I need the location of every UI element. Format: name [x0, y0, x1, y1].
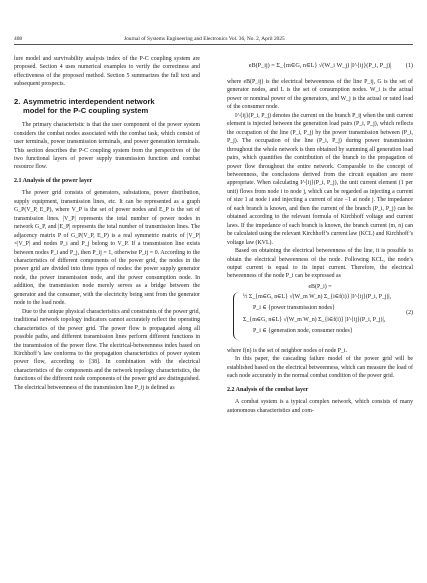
power-grid-paragraph: The power grid consists of generators, substations, power distribution, supply equipment, transmission lines, etc. It can be represented as a graph G_P(V_P, E_P), where V_P is the set of power nodes and E_P is the set of transmission lines. |V_P| represents the total number of power nodes in network G_P, and |E_P| represents the total number of transmission lines. The adjacency matrix P of G_P(V_P, E_P) is a real symmetric matrix of |V_P|×|V_P| and nodes P_i and P_j belong to V_P. If a transmission line exists between nodes P_i and P_j, then P_ij = 1, otherwise P_ij = 0. According to the characteristics of different components of the power grid, the nodes in the power grid are divided into three types of nodes: the power supply generator node, the power transmission node, and the power consumption node. In addition, the transmission node merely serves as a bridge between the generator and the consumer, with the electricity being sent from the generator node to the load node. — [14, 190, 200, 307]
equation-2 — [227, 283, 413, 343]
equation-1 — [227, 57, 413, 75]
equation-2-brace — [233, 292, 240, 340]
section-2-paragraph: The primary characteristic is that the user component of the power system considers the combat nodes associated with the combat task, which consist of user terminals, power transmission terminals, and power generation terminals. This section describes the P-C coupling system from the perspectives of the two functional layers of power supply transmission function and combat resource flow. — [14, 122, 200, 171]
equation-1-number: (1) — [405, 62, 413, 69]
equation-2-lhs: eB(P_i) = — [308, 283, 332, 290]
equation-1-rhs: Σ_{m∈G, n∈L} √(W_i W_j) |I^{ij}(P_i, P_j)| — [276, 62, 392, 69]
power-flow-paragraph: Due to the unique physical characteristics and constraints of the power grid, traditional network topology indicators cannot accurately reflect the operating characteristics of the power grid. The power flow is propagated along all possible paths, and different transmission lines perform different functions in the transmission of the power flow. The electrical-betweenness index based on Kirchhoff’s law conforms to the propagation characteristics of power system power flow, according to [38]. In combination with the electrical characteristics of the components and the network topology characteristics, the functions of the different node components of the power grid are distinguished. The electrical betweenness of the transmission line P_ij is defined as — [14, 308, 200, 391]
right-column — [227, 55, 413, 415]
equation-2-case-2-condition: P_i ∈ {generation node, consumer nodes} — [253, 327, 353, 334]
equation-2-number: (2) — [406, 309, 413, 316]
node-betweenness-paragraph: Based on obtaining the electrical betweenness of the line, it is possible to obtain the electrical betweenness of the node. Following KCL, the node’s output current is equal to its input current. Therefore, the electrical betweenness of the node P_i can be expressed as — [227, 248, 413, 280]
equation-2-case-2: Σ_{m∈G, n∈L} √(W_m W_n) Σ_{i∈f(i)} |I^{ij}(P_i, P_j)|, — [243, 316, 386, 323]
current-definition-paragraph: I^{ij}(P_i, P_j) denotes the current on the branch P_ij when the unit current element is injected between the generation load pairs (P_i, P_j), which reflects the occupation of the line (P_i, P_j) by the power transmission between (P_i, P_j). The occupation of the line (P_i, P_j) during power transmission throughout the whole network is then obtained by summing all generation load pairs, which quantifies the contribution of the branch to the propagation of power flow throughout the entire network. Comparable to the concept of betweenness, the conclusions derived from the circuit equation are more appropriate. When calculating I^{ij}(P_i, P_j), the unit current element (1 per unit) flows from node i to node j, which can be regarded as injecting a current of size 1 at node i and injecting a current of size −1 at node j. The impedance of each branch is known, and then the current of the branch (P_i, P_j) can be obtained according to the relevant formula of Kirchhoff voltage and current laws. If the impedance of each branch is known, the branch current (m, n) can be calculated using the relevant Kirchhoff’s current law (KCL) and Kirchhoff’s voltage law (KVL). — [227, 112, 413, 246]
equation-2-case-1: ½ Σ_{m∈G, n∈L} √(W_m W_n) Σ_{i∈f(i)} |I^{ij}(P_i, P_j)|, — [243, 293, 392, 300]
section-2-title-line-1: Asymmetric interdependent network — [23, 96, 155, 106]
journal-title: Journal of Systems Engineering and Electronics Vol. 36, No. 2, April 2025 — [124, 36, 285, 42]
equation-1-where: where eB(P_ij) is the electrical betweenness of the line P_ij, G is the set of generator nodes, and L is the set of consumption nodes. W_i is the actual power or nominal power of the generators, and W_j is the actual or rated load of the consumer node. — [227, 79, 413, 111]
section-2-1-heading: 2.1 Analysis of the power layer — [14, 177, 93, 184]
combat-system-paragraph: A combat system is a typical complex network, which consists of many autonomous characteristics and com- — [227, 399, 413, 414]
running-header — [14, 34, 413, 45]
section-2-title-line-2: model for the P-C coupling system — [23, 106, 149, 116]
left-column — [14, 55, 200, 392]
section-2-2-heading: 2.2 Analysis of the combat layer — [227, 386, 309, 393]
page-number: 408 — [14, 36, 23, 42]
section-2-heading — [14, 97, 200, 115]
equation-1-lhs: eB(P_ij) = — [248, 62, 275, 69]
equation-2-where: where f(n) is the set of neighbor nodes of node P_i. — [227, 347, 347, 354]
cascading-failure-paragraph: In this paper, the cascading failure model of the power grid will be established based on the electrical betweenness, which can measure the load of each node accurately in the normal combat condition of the power grid. — [227, 356, 413, 380]
equation-2-case-1-condition: P_i ∈ {power transmission nodes} — [253, 304, 336, 311]
intro-paragraph-tail: lure model and survivability analysis index of the P-C coupling system are proposed. Section 4 uses numerical examples to verify the correctness and effectiveness of the proposed method. Section 5 summarizes the full text and subsequent prospects. — [14, 56, 200, 88]
section-2-number: 2. — [14, 96, 21, 106]
